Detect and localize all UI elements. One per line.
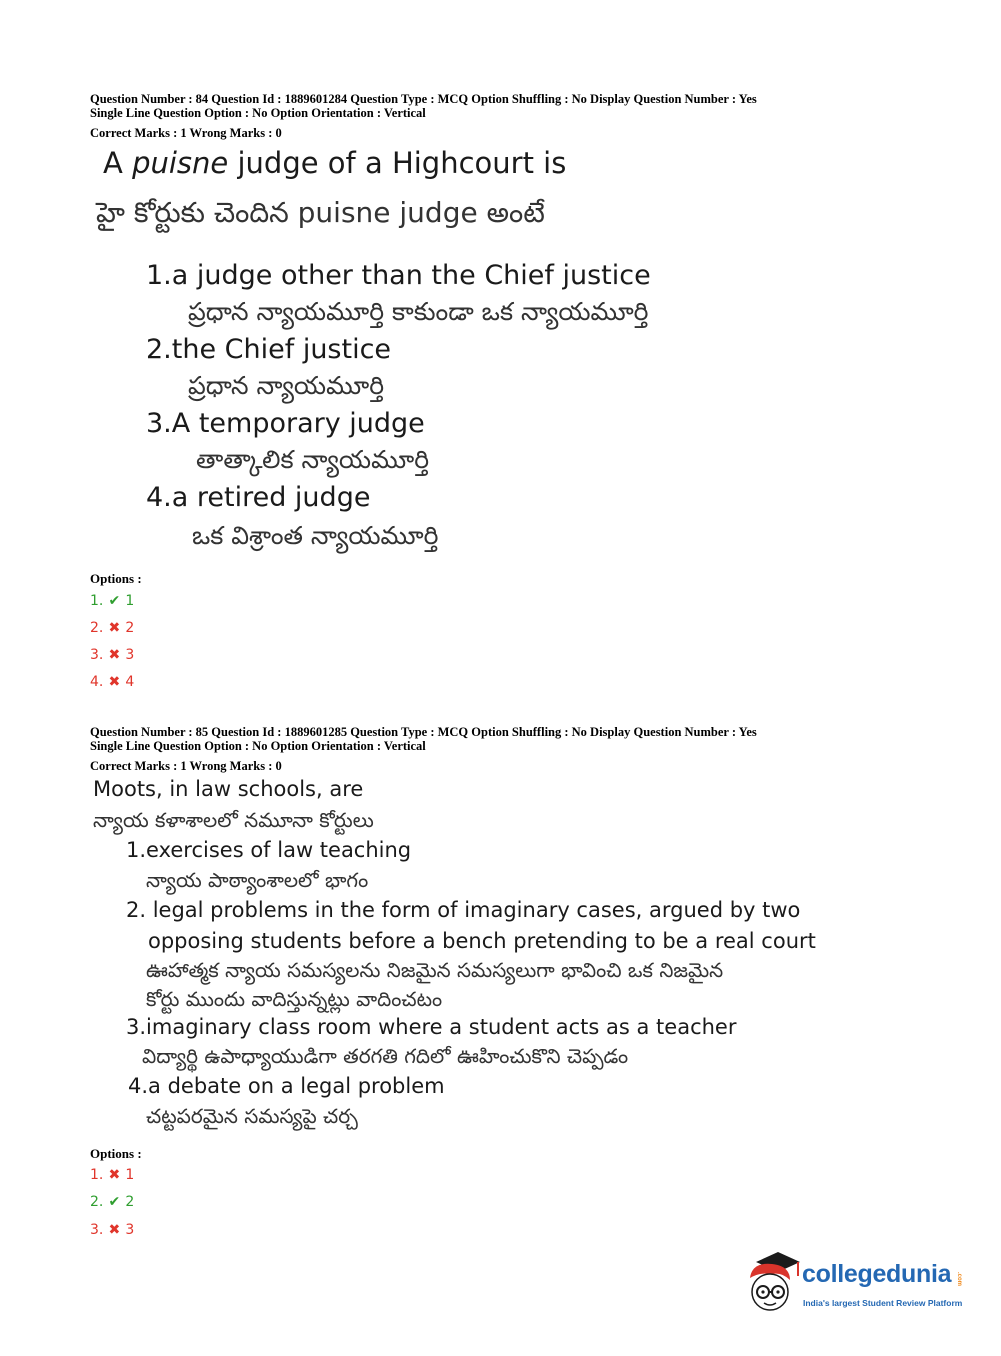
q84-option-3: 3. ✖ 3 <box>90 647 135 663</box>
q84-question-italic: puisne <box>132 146 229 180</box>
q85-choice-2-te2: కోర్టు ముందు వాదిస్తున్నట్లు వాదించటం <box>146 987 443 1011</box>
logo-com: .com <box>956 1272 962 1287</box>
q84-choice-1-te: ప్రధాన న్యాయమూర్తి కాకుండా ఒక న్యాయమూర్తి <box>188 297 649 326</box>
q84-options-label: Options : <box>90 571 142 586</box>
q85-choice-2-en2: opposing students before a bench pretending to be a real court <box>148 929 816 953</box>
q84-choice-3-en: 3.A temporary judge <box>146 408 425 439</box>
student-mascot-icon <box>742 1250 802 1320</box>
q84-meta-line1: Question Number : 84 Question Id : 1889601284 Question Type : MCQ Option Shuffling : No Display Question Number : Yes <box>90 92 757 106</box>
q85-choice-2-te1: ఊహాత్మక న్యాయ సమస్యలను నిజమైన సమస్యలుగా భావించి ఒక నిజమైన <box>146 958 724 982</box>
cross-icon: ✖ <box>108 674 121 690</box>
q85-choice-3-en: 3.imaginary class room where a student acts as a teacher <box>126 1015 737 1039</box>
logo-wordmark: collegedunia <box>802 1260 952 1288</box>
cross-icon: ✖ <box>108 647 121 663</box>
q85-choice-4-te: చట్టపరమైన సమస్యపై చర్చ <box>146 1104 358 1128</box>
q85-choice-2-en1: 2. legal problems in the form of imaginary cases, argued by two <box>126 898 801 922</box>
check-icon: ✔ <box>108 593 121 609</box>
q85-question-en: Moots, in law schools, are <box>93 777 364 801</box>
q85-meta-line1: Question Number : 85 Question Id : 1889601285 Question Type : MCQ Option Shuffling : No Display Question Number : Yes <box>90 725 757 739</box>
q85-option-2: 2. ✔ 2 <box>90 1194 135 1210</box>
q84-choice-1-en: 1.a judge other than the Chief justice <box>146 260 651 291</box>
q85-choice-4-en: 4.a debate on a legal problem <box>128 1074 445 1098</box>
collegedunia-logo <box>742 1250 972 1320</box>
q84-choice-4-te: ఒక విశ్రాంత న్యాయమూర్తి <box>192 521 439 550</box>
q85-choice-1-en: 1.exercises of law teaching <box>126 838 412 862</box>
cross-icon: ✖ <box>108 1222 121 1238</box>
q85-question-te: న్యాయ కళాశాలలో నమూనా కోర్టులు <box>93 808 374 832</box>
q84-marks: Correct Marks : 1 Wrong Marks : 0 <box>90 126 282 140</box>
q84-option-2: 2. ✖ 2 <box>90 620 135 636</box>
cross-icon: ✖ <box>108 1167 121 1183</box>
q84-choice-2-en: 2.the Chief justice <box>146 334 392 365</box>
q84-question-te: హై కోర్టుకు చెందిన puisne judge అంటే <box>96 196 545 229</box>
q85-meta-line2: Single Line Question Option : No Option Orientation : Vertical <box>90 739 426 753</box>
q84-question-en: A puisne judge of a Highcourt is <box>103 146 567 180</box>
q85-choice-1-te: న్యాయ పాఠ్యాంశాలలో భాగం <box>146 868 369 892</box>
q84-meta-line2: Single Line Question Option : No Option Orientation : Vertical <box>90 106 426 120</box>
q84-choice-2-te: ప్రధాన న్యాయమూర్తి <box>188 371 385 400</box>
q85-options-label: Options : <box>90 1146 142 1161</box>
q84-choice-3-te: తాత్కాలిక న్యాయమూర్తి <box>196 445 430 474</box>
q85-option-3: 3. ✖ 3 <box>90 1222 135 1238</box>
logo-tagline: India's largest Student Review Platform <box>803 1298 963 1308</box>
cross-icon: ✖ <box>108 620 121 636</box>
q85-marks: Correct Marks : 1 Wrong Marks : 0 <box>90 759 282 773</box>
q84-option-4: 4. ✖ 4 <box>90 674 135 690</box>
q85-option-1: 1. ✖ 1 <box>90 1167 135 1183</box>
q84-choice-4-en: 4.a retired judge <box>146 482 371 513</box>
q85-choice-3-te: విద్యార్థి ఉపాధ్యాయుడిగా తరగతి గదిలో ఊహించుకొని చెప్పడం <box>142 1044 629 1068</box>
q84-option-1: 1. ✔ 1 <box>90 593 135 609</box>
check-icon: ✔ <box>108 1194 121 1210</box>
